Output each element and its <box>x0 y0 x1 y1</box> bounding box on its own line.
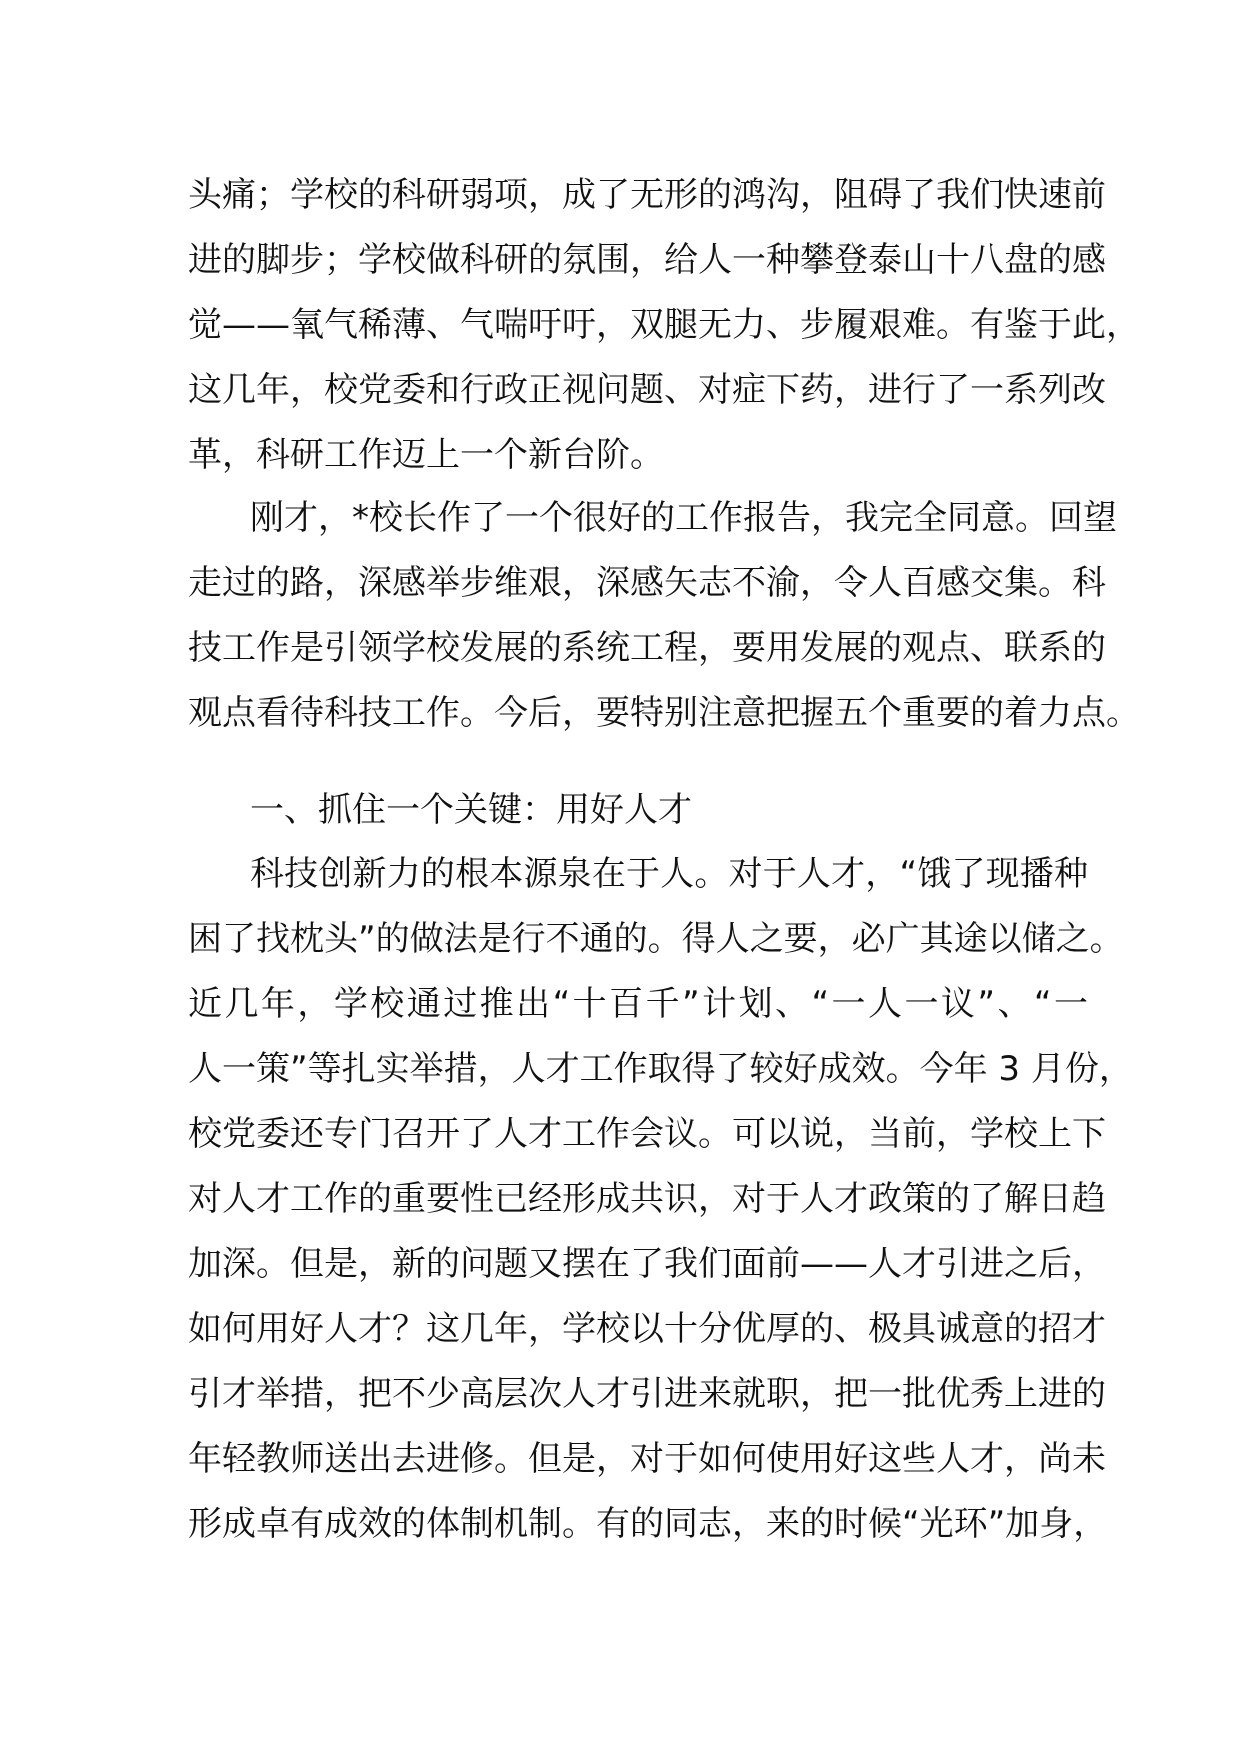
paragraph-continued <box>188 163 1140 488</box>
text-line: 对人才工作的重要性已经形成共识，对于人才政策的了解日趋 <box>188 1179 1106 1219</box>
text-line: 这几年，校党委和行政正视问题、对症下药，进行了一系列改 <box>188 370 1106 410</box>
text-line: 加深。但是，新的问题又摆在了我们面前——人才引进之后， <box>188 1244 1106 1284</box>
section-heading <box>188 778 1088 843</box>
text-line: 困了找枕头”的做法是行不通的。得人之要，必广其途以储之。 <box>188 919 1124 959</box>
text-line: 人一策”等扎实举措，人才工作取得了较好成效。今年 3 月份， <box>188 1049 1133 1089</box>
text-line: 进的脚步；学校做科研的氛围，给人一种攀登泰山十八盘的感 <box>188 240 1106 280</box>
text-line: 形成卓有成效的体制机制。有的同志，来的时候“光环”加身， <box>188 1504 1108 1544</box>
text-line: 如何用好人才？这几年，学校以十分优厚的、极具诚意的招才 <box>188 1309 1106 1349</box>
text-line: 年轻教师送出去进修。但是，对于如何使用好这些人才，尚未 <box>188 1439 1106 1479</box>
section-heading-text: 一、抓住一个关键：用好人才 <box>250 790 692 830</box>
text-line: 头痛；学校的科研弱项，成了无形的鸿沟，阻碍了我们快速前 <box>188 175 1106 215</box>
paragraph-talent <box>188 842 1133 1557</box>
text-line: 觉——氧气稀薄、气喘吁吁，双腿无力、步履艰难。有鉴于此， <box>188 305 1140 345</box>
text-line: 近几年，学校通过推出“十百千”计划、“一人一议”、“一 <box>188 984 1088 1024</box>
paragraph-intro <box>188 486 1140 746</box>
text-line: 刚才，*校长作了一个很好的工作报告，我完全同意。回望 <box>250 498 1117 538</box>
text-line: 技工作是引领学校发展的系统工程，要用发展的观点、联系的 <box>188 628 1106 668</box>
text-line: 引才举措，把不少高层次人才引进来就职，把一批优秀上进的 <box>188 1374 1106 1414</box>
text-line: 观点看待科技工作。今后，要特别注意把握五个重要的着力点。 <box>188 693 1140 733</box>
text-line: 走过的路，深感举步维艰，深感矢志不渝，令人百感交集。科 <box>188 563 1106 603</box>
text-line: 革，科研工作迈上一个新台阶。 <box>188 435 664 475</box>
text-line: 科技创新力的根本源泉在于人。对于人才，“饿了现播种 <box>250 854 1088 894</box>
text-line: 校党委还专门召开了人才工作会议。可以说，当前，学校上下 <box>188 1114 1106 1154</box>
